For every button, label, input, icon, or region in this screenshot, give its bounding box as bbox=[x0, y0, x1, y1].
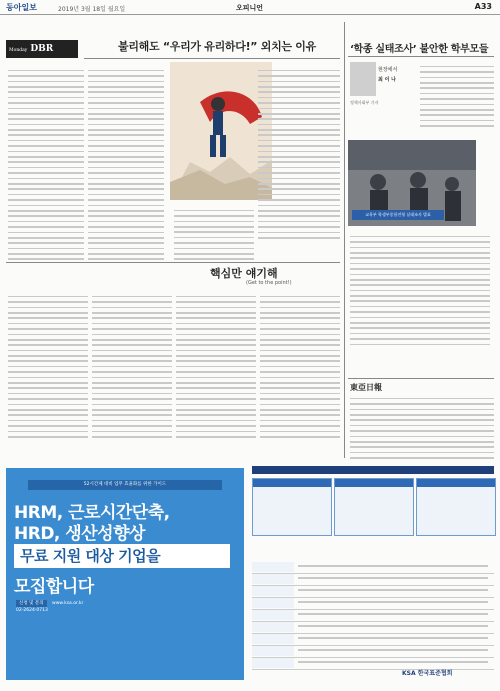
table-row bbox=[252, 658, 494, 670]
section-name: 오피니언 bbox=[236, 4, 264, 12]
column-col-3 bbox=[176, 292, 256, 441]
table-row bbox=[252, 622, 494, 634]
ksa-logo: KSA 한국표준협회 bbox=[402, 670, 453, 677]
page-number: A33 bbox=[474, 2, 492, 11]
dbr-label bbox=[6, 40, 78, 58]
article-illustration bbox=[170, 62, 272, 200]
ad-tag: 52시간제 대비 업무 효율화를 위한 가이드 bbox=[28, 480, 222, 490]
right-title-rule bbox=[348, 56, 494, 57]
article-photo bbox=[348, 140, 476, 226]
table-row bbox=[252, 610, 494, 622]
photo-caption: 교육부 학생부종합전형 실태조사 발표 bbox=[352, 210, 444, 220]
ksa-block-3 bbox=[416, 478, 496, 536]
ad-headline-2: HRD, 생산성향상 bbox=[14, 524, 145, 544]
issue-date: 2019년 3월 18일 월요일 bbox=[58, 6, 126, 13]
byline-org: 정책사회부 기자 bbox=[350, 100, 379, 105]
table-row bbox=[252, 598, 494, 610]
ksa-block-1 bbox=[252, 478, 332, 536]
ad-headline-3: 무료 지원 대상 기업을 bbox=[14, 544, 230, 568]
main-article-title: 불리해도 “우리가 유리하다!” 외치는 이유 bbox=[118, 40, 316, 53]
ksa-advertisement bbox=[252, 466, 494, 680]
column-col-1 bbox=[8, 292, 88, 441]
dbr-text: DBR bbox=[30, 44, 54, 54]
masthead-rule bbox=[348, 378, 494, 379]
ad-headline-1: HRM, 근로시간단축, bbox=[14, 503, 170, 523]
ksa-block-2 bbox=[334, 478, 414, 536]
table-row bbox=[252, 562, 494, 574]
section-rule bbox=[6, 262, 340, 263]
column-col-4 bbox=[260, 292, 340, 441]
ksa-table bbox=[252, 562, 494, 670]
byline-role: 현장에서 bbox=[378, 67, 398, 73]
main-article-col-1 bbox=[8, 66, 84, 264]
table-row bbox=[252, 574, 494, 586]
right-article-title: ‘학종 실태조사’ 불안한 학부모들 bbox=[350, 44, 489, 55]
main-article-col-2 bbox=[88, 66, 164, 264]
column-title: 핵심만 얘기해 bbox=[210, 267, 278, 280]
dbr-prefix: Monday bbox=[9, 48, 28, 53]
ad-headline-4: 모집합니다 bbox=[14, 577, 94, 597]
table-row bbox=[252, 586, 494, 598]
right-article-col-2 bbox=[350, 232, 490, 349]
ad-url: www.ksa.or.kr bbox=[52, 601, 84, 606]
table-row bbox=[252, 646, 494, 658]
ad-info bbox=[16, 600, 83, 614]
advertisement bbox=[6, 468, 244, 680]
title-rule bbox=[84, 58, 340, 59]
page-header bbox=[0, 0, 500, 15]
reporter-photo bbox=[350, 62, 376, 96]
ad-info-label: 신청 및 문의 bbox=[16, 600, 47, 607]
main-article-col-4 bbox=[258, 66, 340, 242]
ksa-blocks bbox=[252, 478, 494, 534]
donga-masthead: 東亞日報 bbox=[350, 382, 382, 392]
paper-logo: 동아일보 bbox=[6, 2, 37, 12]
right-article-col-1 bbox=[420, 62, 494, 130]
table-row bbox=[252, 634, 494, 646]
main-article-col-3 bbox=[174, 206, 254, 264]
ad-phone: 02-2624-0713 bbox=[16, 608, 48, 613]
column-col-2 bbox=[92, 292, 172, 441]
ksa-banner bbox=[252, 466, 494, 474]
byline-name: 최 이 나 bbox=[378, 77, 396, 83]
column-subtitle: (Get to the point!) bbox=[246, 280, 292, 286]
column-divider bbox=[344, 22, 345, 458]
masthead-info bbox=[350, 394, 494, 462]
